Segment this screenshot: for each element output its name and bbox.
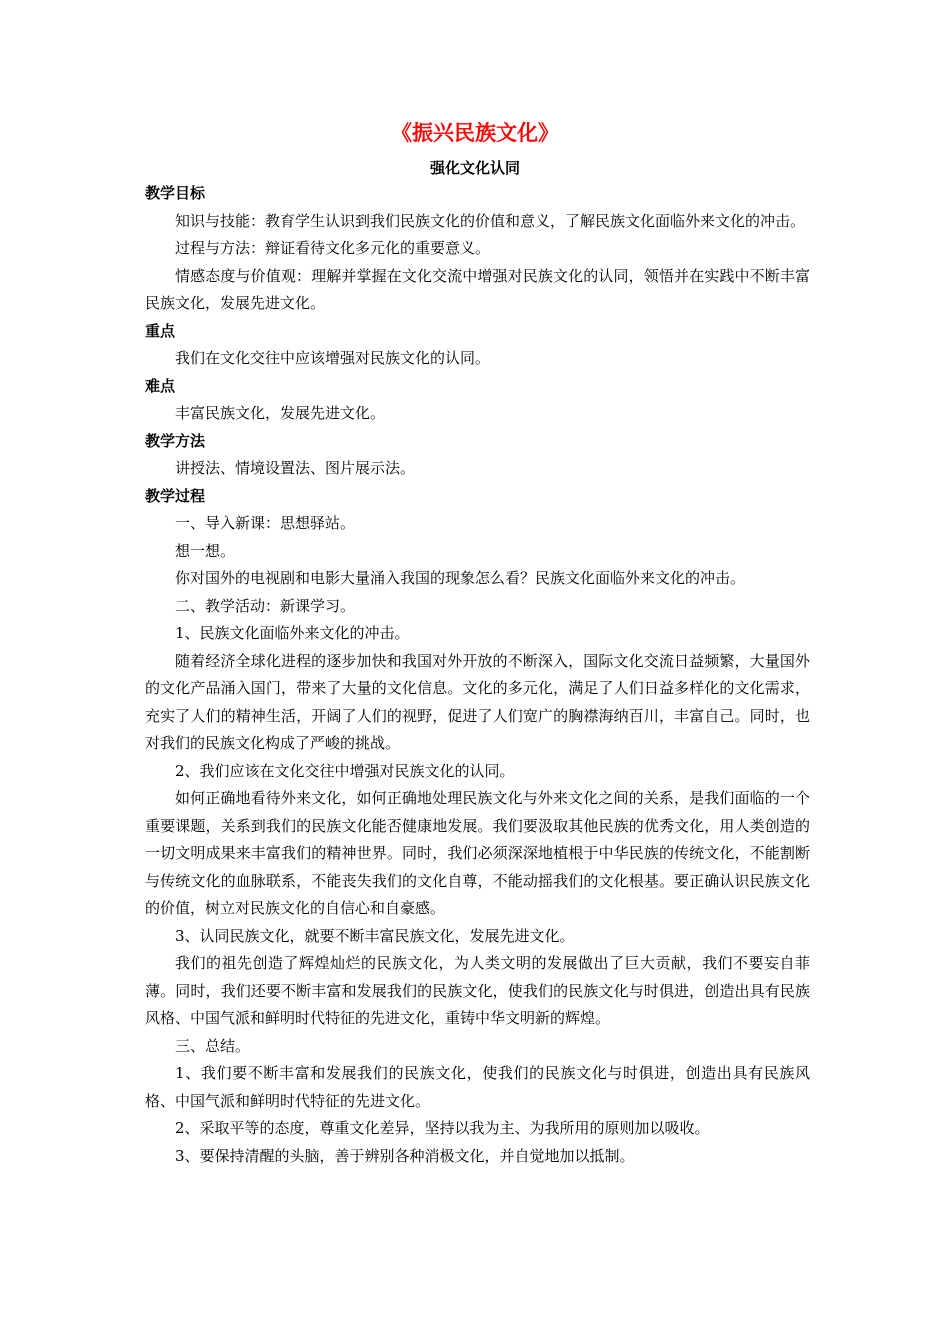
section-heading-goals: 教学目标 xyxy=(145,184,206,202)
paragraph: 情感态度与价值观：理解并掌握在文化交流中增强对民族文化的认同，领悟并在实践中不断丰富民族文化，发展先进文化。 xyxy=(145,266,810,312)
paragraph: 二、教学活动：新课学习。 xyxy=(175,596,356,615)
document-title: 《振兴民族文化》 xyxy=(391,121,559,145)
section-heading-difficult: 难点 xyxy=(145,376,176,395)
paragraph: 3、要保持清醒的头脑，善于辨别各种消极文化，并自觉地加以抵制。 xyxy=(175,1146,635,1165)
paragraph: 你对国外的电视剧和电影大量涌入我国的现象怎么看？民族文化面临外来文化的冲击。 xyxy=(175,569,746,587)
paragraph: 过程与方法：辩证看待文化多元化的重要意义。 xyxy=(175,239,491,257)
paragraph: 3、认同民族文化，就要不断丰富民族文化，发展先进文化。 xyxy=(175,926,575,945)
paragraph: 2、采取平等的态度，尊重文化差异，坚持以我为主、为我所用的原则加以吸收。 xyxy=(175,1119,710,1137)
document-body xyxy=(145,180,810,1170)
paragraph: 一、导入新课：思想驿站。 xyxy=(175,514,356,532)
paragraph: 三、总结。 xyxy=(175,1036,251,1055)
paragraph: 丰富民族文化，发展先进文化。 xyxy=(175,404,386,422)
paragraph: 想一想。 xyxy=(175,541,236,560)
paragraph: 随着经济全球化进程的逐步加快和我国对外开放的不断深入，国际文化交流日益频繁，大量国外的文化产品涌入国门，带来了大量的文化信息。文化的多元化，满足了人们日益多样化的文化需求，充实了人们的精神生活，开阔了人们的视野，促进了人们宽广的胸襟海纳百川，丰富自己。同时，也对我们的民族文化构成了严峻的挑战。 xyxy=(145,651,810,752)
paragraph: 2、我们应该在文化交往中增强对民族文化的认同。 xyxy=(175,761,515,780)
section-heading-key: 重点 xyxy=(145,321,176,340)
paragraph: 我们在文化交往中应该增强对民族文化的认同。 xyxy=(175,349,491,367)
section-heading-process: 教学过程 xyxy=(145,486,206,505)
document-subtitle: 强化文化认同 xyxy=(429,159,520,177)
paragraph: 我们的祖先创造了辉煌灿烂的民族文化，为人类文明的发展做出了巨大贡献，我们不要妄自菲薄。同时，我们还要不断丰富和发展我们的民族文化，使我们的民族文化与时俱进，创造出具有民族风格、中国气派和鲜明时代特征的先进文化，重铸中华文明新的辉煌。 xyxy=(145,954,810,1027)
section-heading-methods: 教学方法 xyxy=(145,431,206,450)
paragraph: 1、民族文化面临外来文化的冲击。 xyxy=(175,624,410,642)
paragraph: 如何正确地看待外来文化，如何正确地处理民族文化与外来文化之间的关系，是我们面临的一个重要课题，关系到我们的民族文化能否健康地发展。我们要汲取其他民族的优秀文化，用人类创造的一切文明成果来丰富我们的精神世界。同时，我们必须深深地植根于中华民族的传统文化，不能割断与传统文化的血脉联系，不能丧失我们的文化自尊，不能动摇我们的文化根基。要正确认识民族文化的价值，树立对民族文化的自信心和自豪感。 xyxy=(145,789,810,917)
paragraph: 知识与技能：教育学生认识到我们民族文化的价值和意义，了解民族文化面临外来文化的冲击。 xyxy=(175,211,806,230)
paragraph: 1、我们要不断丰富和发展我们的民族文化，使我们的民族文化与时俱进，创造出具有民族风格、中国气派和鲜明时代特征的先进文化。 xyxy=(145,1064,810,1110)
paragraph: 讲授法、情境设置法、图片展示法。 xyxy=(175,459,416,477)
